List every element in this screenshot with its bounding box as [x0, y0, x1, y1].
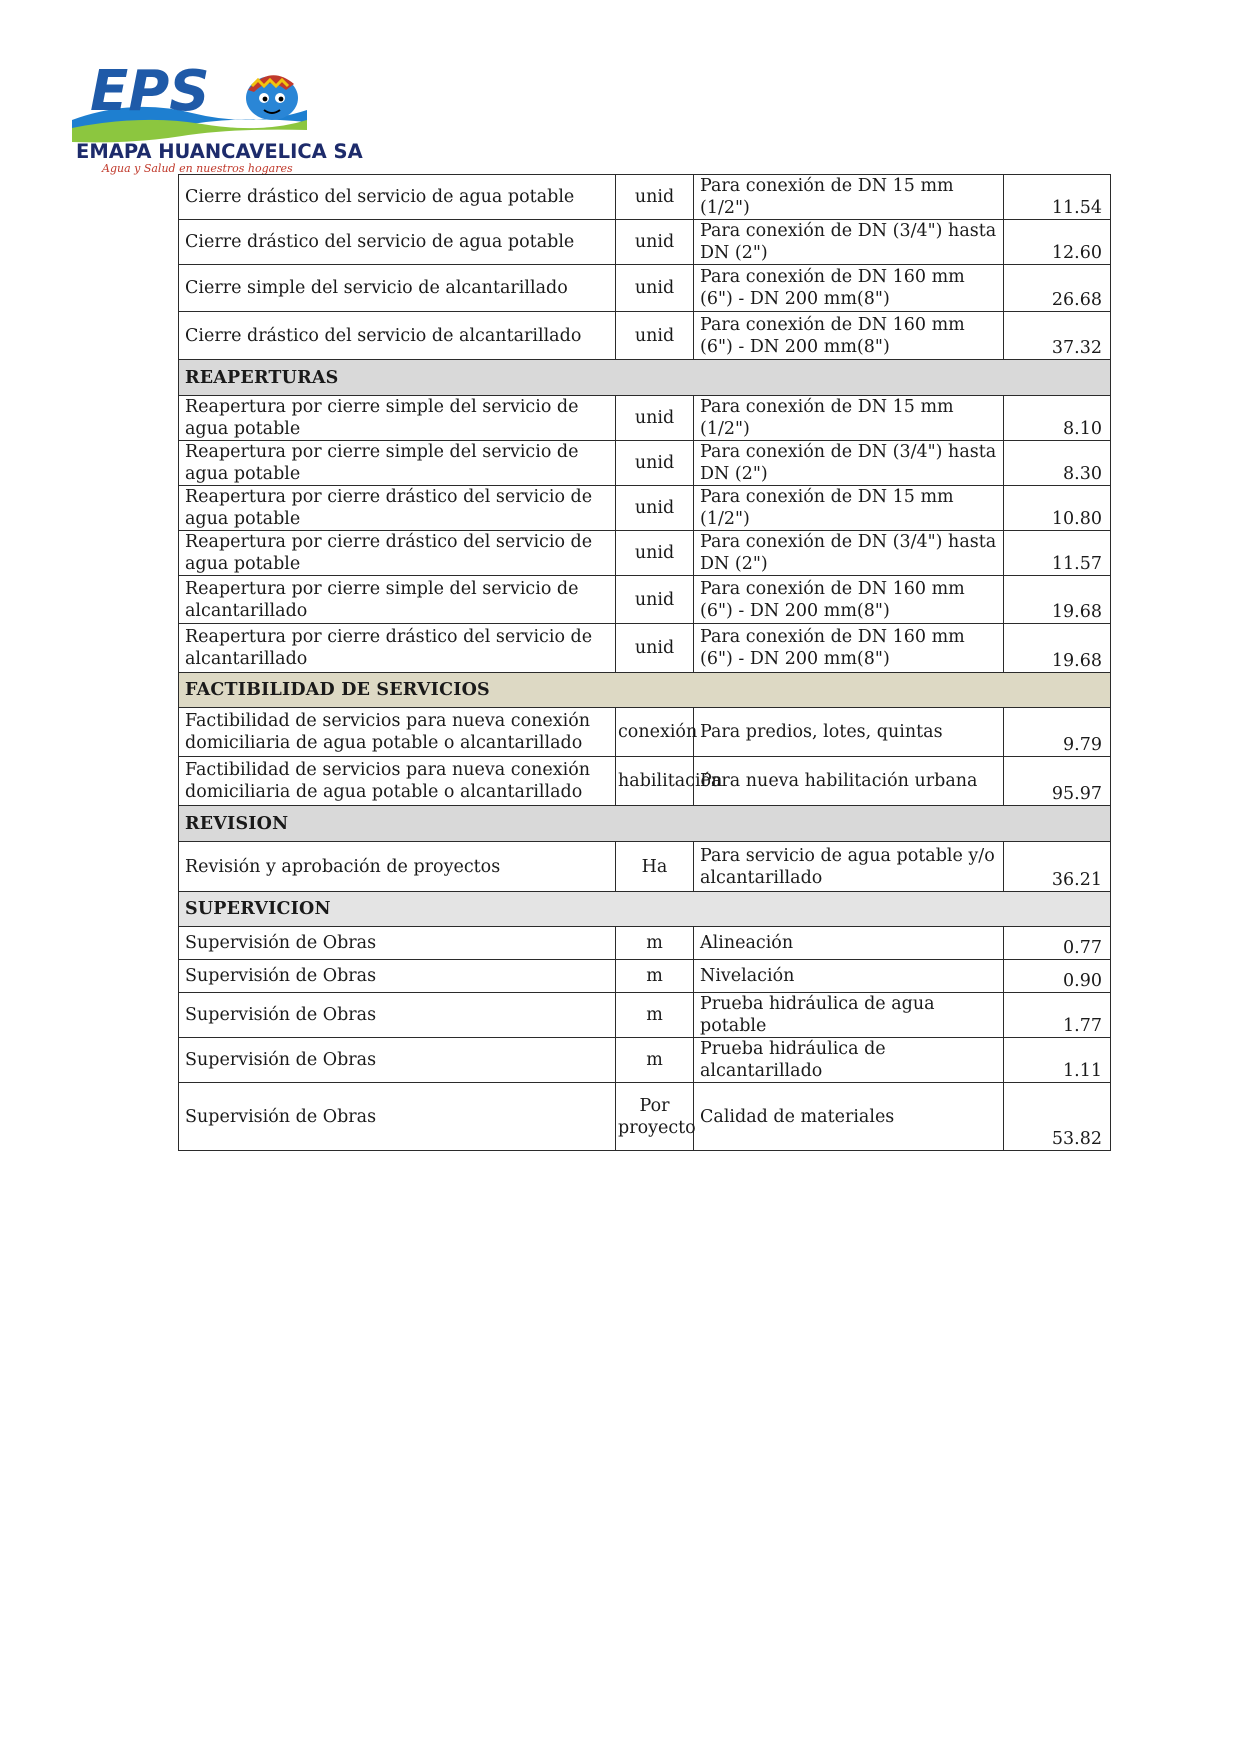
description-cell: Para nueva habilitación urbana	[694, 757, 1004, 806]
service-cell: Supervisión de Obras	[179, 993, 616, 1038]
unit-cell: unid	[616, 531, 694, 576]
description-cell: Para conexión de DN (3/4") hasta DN (2")	[694, 441, 1004, 486]
unit-cell: habilitación	[616, 757, 694, 806]
table-row	[179, 220, 1111, 265]
section-title: SUPERVICION	[179, 892, 1111, 927]
table-row	[179, 486, 1111, 531]
price-cell: 1.11	[1004, 1038, 1111, 1083]
unit-cell: unid	[616, 576, 694, 624]
table-row	[179, 265, 1111, 312]
table-row	[179, 441, 1111, 486]
service-cell: Reapertura por cierre drástico del servicio de agua potable	[179, 531, 616, 576]
price-cell: 37.32	[1004, 312, 1111, 360]
section-header-row	[179, 806, 1111, 842]
price-cell: 12.60	[1004, 220, 1111, 265]
price-cell: 8.10	[1004, 396, 1111, 441]
unit-cell: unid	[616, 486, 694, 531]
unit-cell: unid	[616, 396, 694, 441]
service-cell: Supervisión de Obras	[179, 1083, 616, 1151]
description-cell: Para conexión de DN 160 mm (6") - DN 200 mm(8")	[694, 624, 1004, 673]
table-row	[179, 396, 1111, 441]
unit-cell: m	[616, 993, 694, 1038]
service-cell: Cierre drástico del servicio de agua potable	[179, 175, 616, 220]
table-row	[179, 1083, 1111, 1151]
price-cell: 10.80	[1004, 486, 1111, 531]
price-cell: 0.77	[1004, 927, 1111, 960]
description-cell: Calidad de materiales	[694, 1083, 1004, 1151]
unit-cell: unid	[616, 220, 694, 265]
service-cell: Reapertura por cierre simple del servicio de agua potable	[179, 396, 616, 441]
table-row	[179, 175, 1111, 220]
description-cell: Para conexión de DN (3/4") hasta DN (2")	[694, 220, 1004, 265]
table-row	[179, 960, 1111, 993]
description-cell: Para conexión de DN 15 mm (1/2")	[694, 486, 1004, 531]
service-cell: Cierre drástico del servicio de alcantarillado	[179, 312, 616, 360]
unit-cell: m	[616, 1038, 694, 1083]
section-header-row	[179, 892, 1111, 927]
service-cell: Reapertura por cierre drástico del servicio de agua potable	[179, 486, 616, 531]
eps-logo-graphic	[72, 58, 363, 176]
logo-slogan: Agua y Salud en nuestros hogares	[102, 162, 293, 175]
section-title: REVISION	[179, 806, 1111, 842]
price-cell: 95.97	[1004, 757, 1111, 806]
table-row	[179, 842, 1111, 892]
logo-company-name: EMAPA HUANCAVELICA SA	[76, 140, 363, 163]
section-header-row	[179, 673, 1111, 708]
description-cell: Prueba hidráulica de agua potable	[694, 993, 1004, 1038]
service-cell: Supervisión de Obras	[179, 1038, 616, 1083]
table-row	[179, 1038, 1111, 1083]
description-cell: Para conexión de DN (3/4") hasta DN (2")	[694, 531, 1004, 576]
description-cell: Nivelación	[694, 960, 1004, 993]
price-cell: 26.68	[1004, 265, 1111, 312]
unit-cell: unid	[616, 265, 694, 312]
price-cell: 11.57	[1004, 531, 1111, 576]
service-cell: Cierre drástico del servicio de agua potable	[179, 220, 616, 265]
service-cell: Factibilidad de servicios para nueva conexión domiciliaria de agua potable o alcantarillado	[179, 708, 616, 757]
price-cell: 19.68	[1004, 624, 1111, 673]
service-cell: Revisión y aprobación de proyectos	[179, 842, 616, 892]
table-row	[179, 312, 1111, 360]
table-row	[179, 708, 1111, 757]
tariff-table	[178, 174, 1111, 1151]
price-cell: 11.54	[1004, 175, 1111, 220]
price-cell: 8.30	[1004, 441, 1111, 486]
unit-cell: unid	[616, 175, 694, 220]
description-cell: Para predios, lotes, quintas	[694, 708, 1004, 757]
service-cell: Factibilidad de servicios para nueva conexión domiciliaria de agua potable o alcantarillado	[179, 757, 616, 806]
service-cell: Supervisión de Obras	[179, 960, 616, 993]
company-logo	[72, 58, 363, 176]
table-row	[179, 624, 1111, 673]
table-row	[179, 993, 1111, 1038]
price-cell: 19.68	[1004, 576, 1111, 624]
section-title: REAPERTURAS	[179, 360, 1111, 396]
unit-cell: Ha	[616, 842, 694, 892]
table-row	[179, 927, 1111, 960]
description-cell: Alineación	[694, 927, 1004, 960]
price-cell: 9.79	[1004, 708, 1111, 757]
table-row	[179, 757, 1111, 806]
service-cell: Reapertura por cierre drástico del servicio de alcantarillado	[179, 624, 616, 673]
table-row	[179, 531, 1111, 576]
service-cell: Cierre simple del servicio de alcantarillado	[179, 265, 616, 312]
tariff-table-body	[179, 175, 1111, 1151]
price-cell: 53.82	[1004, 1083, 1111, 1151]
unit-cell: unid	[616, 312, 694, 360]
section-header-row	[179, 360, 1111, 396]
price-cell: 0.90	[1004, 960, 1111, 993]
description-cell: Para servicio de agua potable y/o alcantarillado	[694, 842, 1004, 892]
unit-cell: Por proyecto	[616, 1083, 694, 1151]
service-cell: Reapertura por cierre simple del servicio de agua potable	[179, 441, 616, 486]
price-cell: 36.21	[1004, 842, 1111, 892]
description-cell: Para conexión de DN 160 mm (6") - DN 200 mm(8")	[694, 312, 1004, 360]
price-cell: 1.77	[1004, 993, 1111, 1038]
description-cell: Para conexión de DN 160 mm (6") - DN 200 mm(8")	[694, 576, 1004, 624]
unit-cell: unid	[616, 441, 694, 486]
description-cell: Para conexión de DN 160 mm (6") - DN 200 mm(8")	[694, 265, 1004, 312]
service-cell: Supervisión de Obras	[179, 927, 616, 960]
description-cell: Para conexión de DN 15 mm (1/2")	[694, 396, 1004, 441]
unit-cell: conexión	[616, 708, 694, 757]
service-cell: Reapertura por cierre simple del servicio de alcantarillado	[179, 576, 616, 624]
mascot-icon	[246, 75, 298, 120]
description-cell: Prueba hidráulica de alcantarillado	[694, 1038, 1004, 1083]
unit-cell: m	[616, 927, 694, 960]
table-row	[179, 576, 1111, 624]
unit-cell: unid	[616, 624, 694, 673]
section-title: FACTIBILIDAD DE SERVICIOS	[179, 673, 1111, 708]
description-cell: Para conexión de DN 15 mm (1/2")	[694, 175, 1004, 220]
unit-cell: m	[616, 960, 694, 993]
logo-letters: EPS	[90, 59, 210, 124]
